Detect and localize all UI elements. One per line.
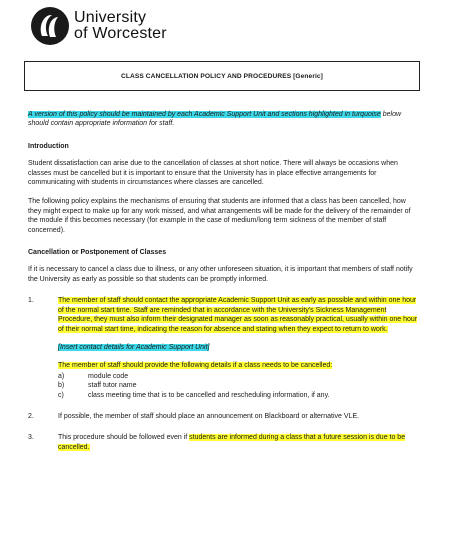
sublist-item: b) staff tutor name (58, 382, 137, 390)
logo-line-2: of Worcester (74, 25, 167, 42)
procedure-list (28, 296, 420, 452)
list-item (28, 296, 420, 400)
heading-cancellation: Cancellation or Postponement of Classes (28, 249, 167, 257)
intro-text-2: below should contain appropriate information for staff. (28, 111, 402, 128)
contact-placeholder: [Insert contact details for Academic Support Unit] (58, 343, 210, 351)
list-item-text: The member of staff should contact the appropriate Academic Support Unit as early as possible and within one hour of the normal start time. Staff are reminded that in accordance with the University's Sickness Management Procedure, they must also inform their designated manager as soon as reasonably practical, usually within one hour of their normal start time, indicating the reason for absence and stating when they expect to return to work. (58, 297, 418, 333)
crest-icon (30, 6, 70, 46)
heading-introduction: Introduction (28, 142, 69, 150)
list-number: 2. (28, 412, 34, 420)
intro-highlight: turquoise (352, 111, 381, 118)
list-item-text: This procedure should be followed even if students are informed during a class that a future session is due to be cancelled. (58, 434, 406, 451)
document-title: CLASS CANCELLATION POLICY AND PROCEDURES [Generic] (121, 72, 323, 80)
document-body (28, 110, 420, 452)
sublist-item: a) module code (58, 372, 129, 380)
list-item (28, 412, 420, 421)
intro-note (28, 110, 420, 129)
details-sublist (58, 372, 420, 400)
introduction-paragraph-2: The following policy explains the mechanisms of ensuring that students are informed that a class has been cancelled, how they might expect to make up for any work missed, and what arrangements will be made for the delivery of the remainder of the module if this becomes necessary (for example in the case of medium/long term sickness of the member of staff concerned). (28, 198, 411, 234)
details-intro: The member of staff should provide the following details if a class needs to be cancelled: (58, 362, 333, 370)
list-number: 3. (28, 434, 34, 442)
document-title-box (24, 61, 420, 91)
logo-wordmark (74, 10, 167, 42)
list-item-text: If possible, the member of staff should place an announcement on Blackboard or alternative VLE. (58, 412, 360, 420)
intro-text-1: A version of this policy should be maintained by each Academic Support Unit and sections highlighted in (28, 111, 353, 118)
introduction-paragraph-1: Student dissatisfaction can arise due to the cancellation of classes at short notice. There will always be occasions when classes must be cancelled but it is important to ensure that the University has in place effective arrangements for communicating with students in circumstances where classes are cancelled. (28, 160, 398, 187)
university-logo (30, 6, 200, 50)
list-number: 1. (28, 297, 34, 305)
logo-line-1: University (74, 9, 147, 26)
list-item (28, 433, 420, 452)
sublist-item: c) class meeting time that is to be cancelled and rescheduling information, if any. (58, 391, 330, 399)
cancellation-paragraph: If it is necessary to cancel a class due to illness, or any other unforeseen situation, it is important that members of staff notify the University as early as possible so that students can be promptly informed. (28, 266, 413, 283)
